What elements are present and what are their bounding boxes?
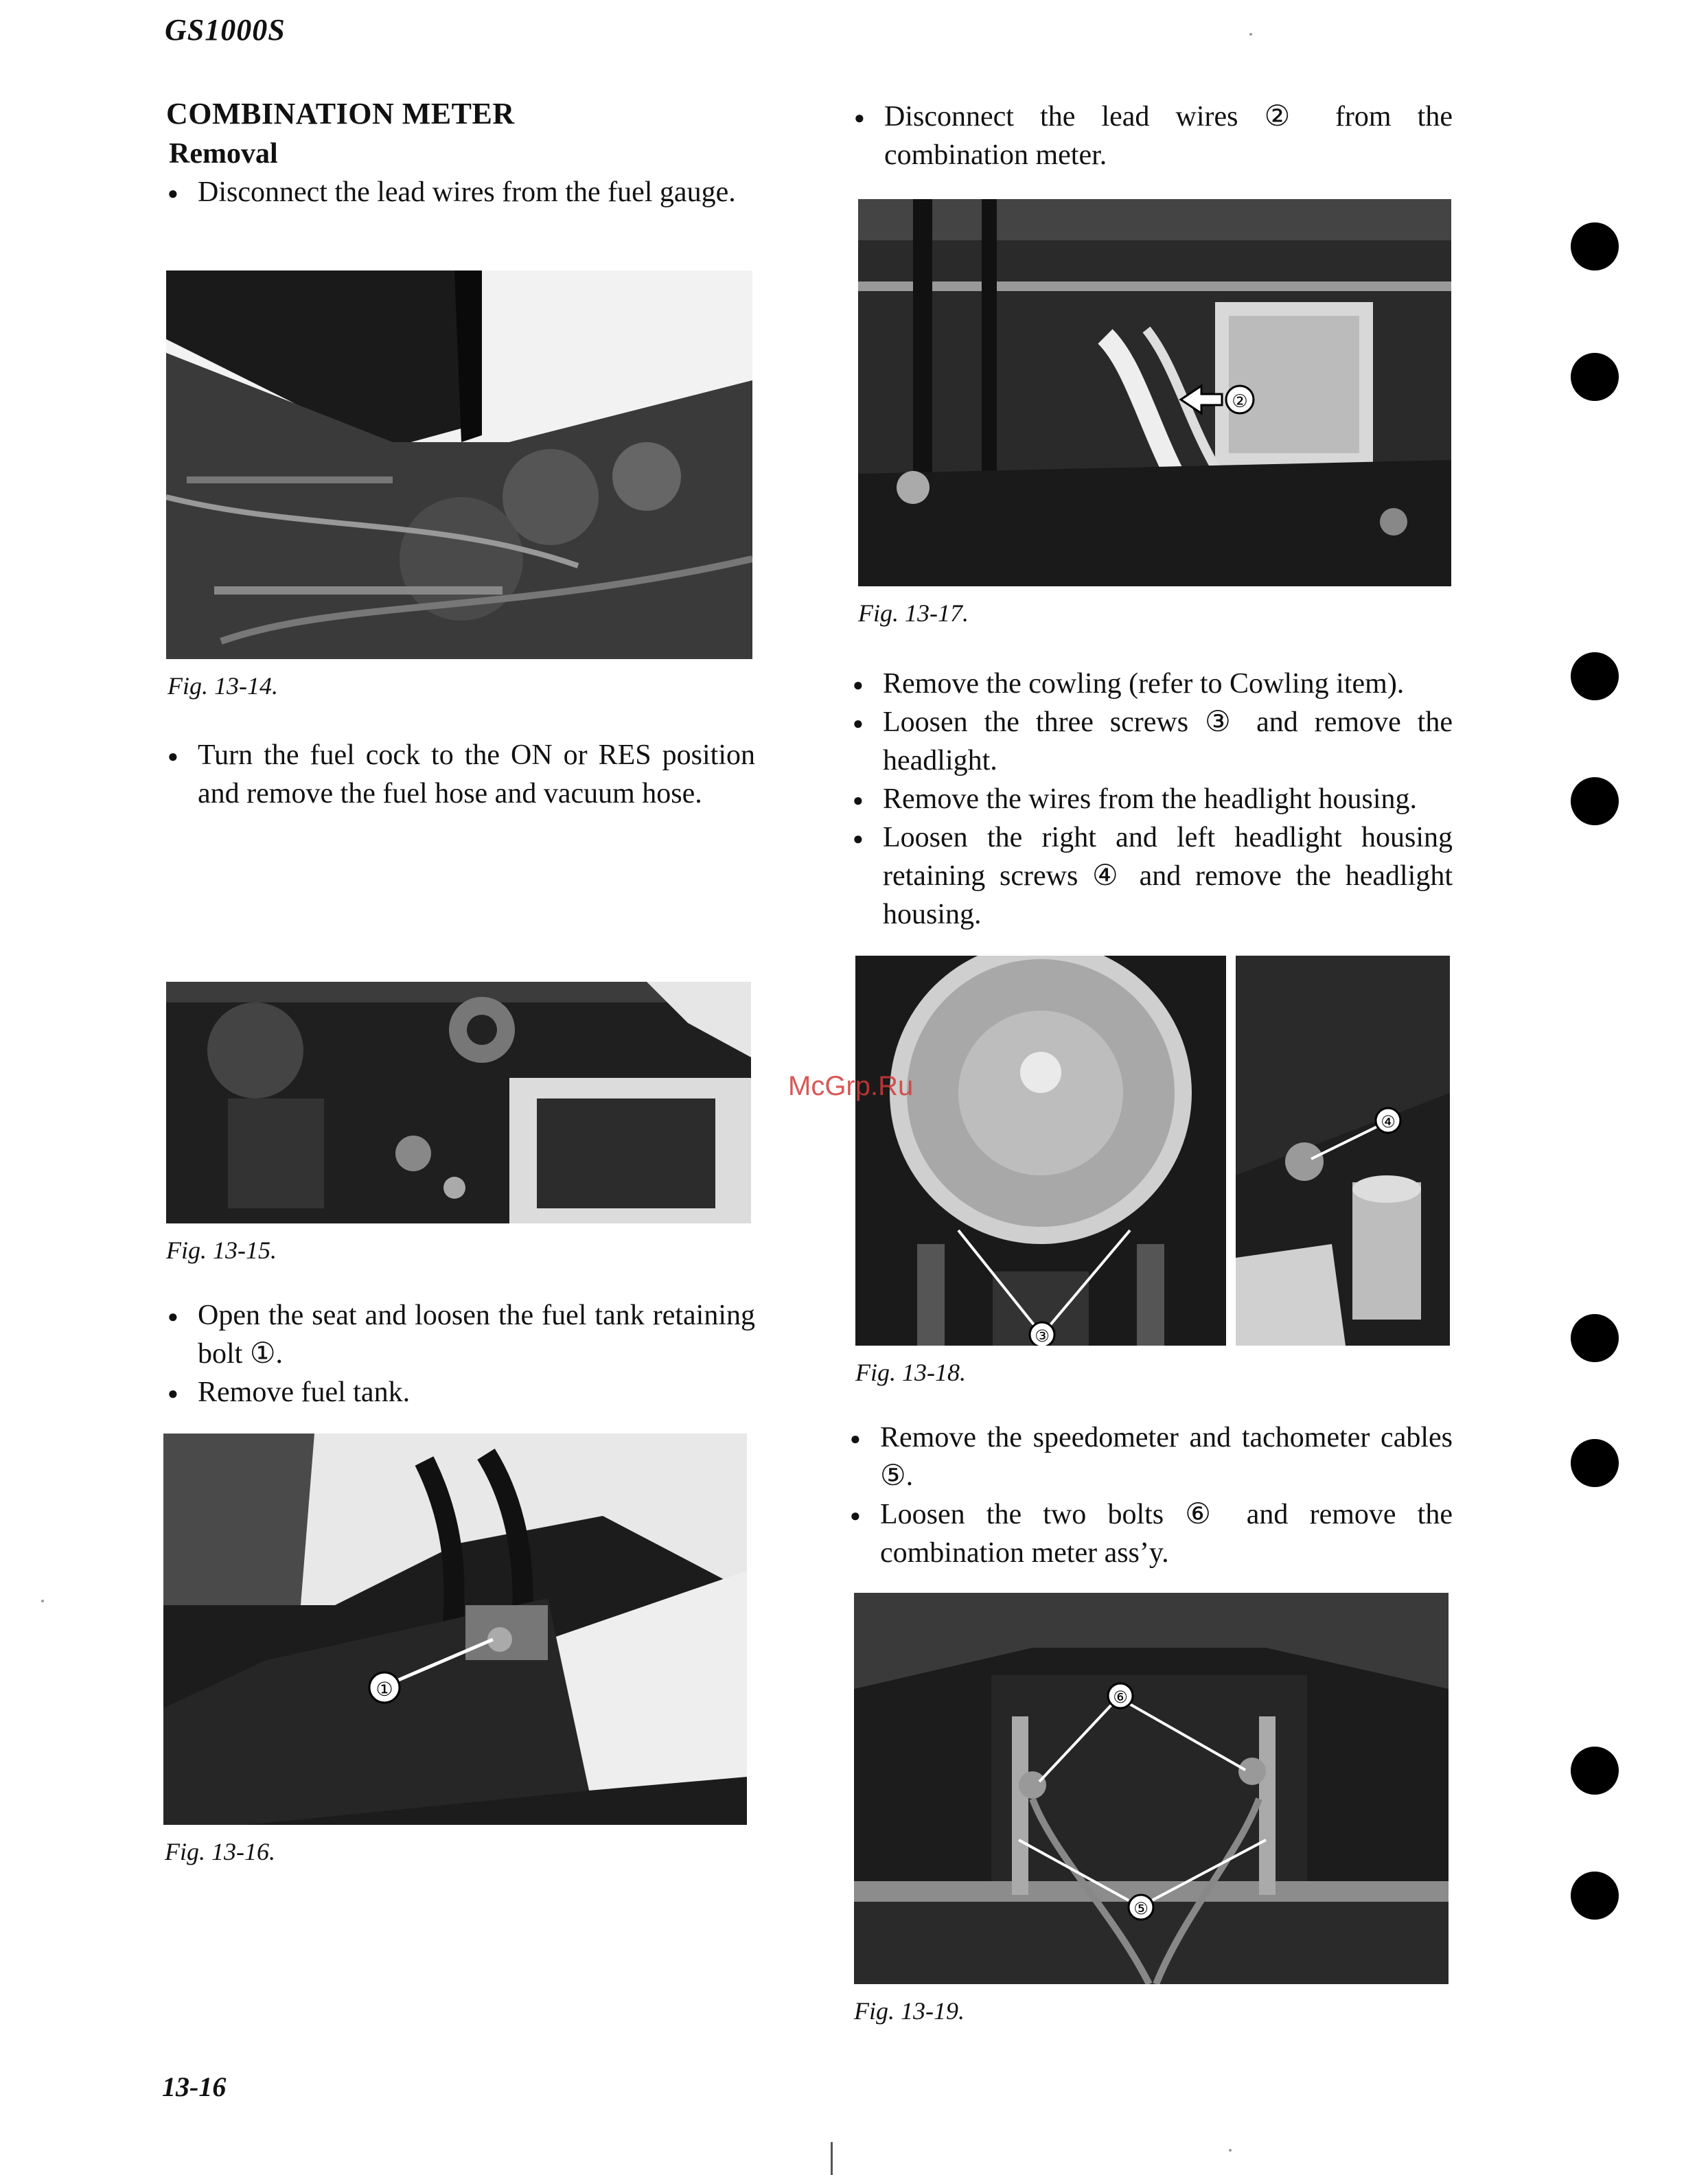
combination-meter-leads-photo-illustration	[858, 199, 1451, 586]
figure-13-15-caption: Fig. 13-15.	[166, 1236, 277, 1264]
figure-13-19-caption: Fig. 13-19.	[854, 1997, 965, 2025]
figure-13-16-photo	[163, 1434, 747, 1825]
registration-dot	[1571, 222, 1619, 271]
fuel-cock-photo-illustration	[166, 982, 751, 1223]
subheading-removal: Removal	[169, 138, 278, 170]
right-bullets-a	[853, 97, 1453, 174]
figure-13-15-photo	[166, 982, 751, 1223]
bullet-item: ● Remove the wires from the headlight housing.	[851, 780, 1453, 818]
figure-13-19-callout-5: ⑤	[1133, 1899, 1149, 1918]
registration-dot	[1571, 777, 1619, 825]
watermark: McGrp.Ru	[788, 1071, 914, 1101]
bullet-item: ● Disconnect the lead wires ② from the combination meter.	[853, 97, 1453, 174]
figure-13-14-caption: Fig. 13-14.	[168, 672, 278, 700]
figure-13-18-photo-left	[855, 956, 1226, 1346]
figure-13-18-callout-4: ④	[1381, 1112, 1396, 1131]
registration-dot	[1571, 1872, 1619, 1920]
bullet-item: ● Open the seat and loosen the fuel tank retaining bolt ①.	[166, 1296, 755, 1373]
figure-13-16-caption: Fig. 13-16.	[165, 1838, 275, 1865]
registration-dot	[1571, 1314, 1619, 1362]
left-bullets-c	[166, 1296, 755, 1412]
bullet-item: ● Remove the cowling (refer to Cowling item).	[851, 665, 1453, 703]
scan-speck	[1249, 33, 1252, 36]
headlight-housing-screw-photo-illustration	[1236, 956, 1450, 1346]
bullet-item: ● Remove fuel tank.	[166, 1373, 755, 1412]
figure-13-17-callout-2: ②	[1232, 391, 1248, 412]
registration-dot	[1571, 1439, 1619, 1487]
section-title: COMBINATION METER	[166, 97, 515, 130]
page-number: 13-16	[162, 2071, 227, 2102]
figure-13-14-photo	[166, 271, 752, 659]
figure-13-18-photo-right	[1236, 956, 1450, 1346]
right-bullets-c	[849, 1418, 1453, 1572]
figure-13-18-callout-3: ③	[1035, 1326, 1050, 1346]
scan-line-artifact	[831, 2142, 833, 2175]
fuel-tank-bolt-photo-illustration	[163, 1434, 747, 1825]
left-bullets-a	[166, 173, 755, 211]
bullet-item: ● Loosen the three screws ③ and remove the headlight.	[851, 703, 1453, 780]
left-bullets-b	[166, 736, 755, 813]
bullet-item: ● Turn the fuel cock to the ON or RES position and remove the fuel hose and vacuum hose.	[166, 736, 755, 813]
fuel-gauge-photo-illustration	[166, 271, 752, 659]
figure-13-17-photo	[858, 199, 1451, 586]
registration-dot	[1571, 353, 1619, 401]
figure-13-17-caption: Fig. 13-17.	[858, 599, 969, 627]
figure-13-19-photo	[854, 1593, 1449, 1984]
bullet-item: ● Loosen the two bolts ⑥ and remove the combination meter ass’y.	[849, 1495, 1453, 1572]
registration-dot	[1571, 1747, 1619, 1795]
bullet-item: ● Remove the speedometer and tachometer cables ⑤.	[849, 1418, 1453, 1495]
figure-13-16-callout-1: ①	[376, 1678, 393, 1701]
headlight-photo-illustration	[855, 956, 1226, 1346]
figure-13-19-callout-6: ⑥	[1113, 1688, 1128, 1707]
registration-dot	[1571, 652, 1619, 700]
figure-13-18-caption: Fig. 13-18.	[855, 1359, 966, 1386]
right-bullets-b	[851, 665, 1453, 934]
bullet-item: ● Loosen the right and left headlight housing retaining screws ④ and remove the headlight housing.	[851, 818, 1453, 934]
bullet-item: ● Disconnect the lead wires from the fuel gauge.	[166, 173, 755, 211]
scan-speck	[1229, 2149, 1232, 2152]
meter-bolts-cables-photo-illustration	[854, 1593, 1449, 1984]
scan-speck	[41, 1600, 44, 1602]
running-head: GS1000S	[165, 13, 286, 47]
